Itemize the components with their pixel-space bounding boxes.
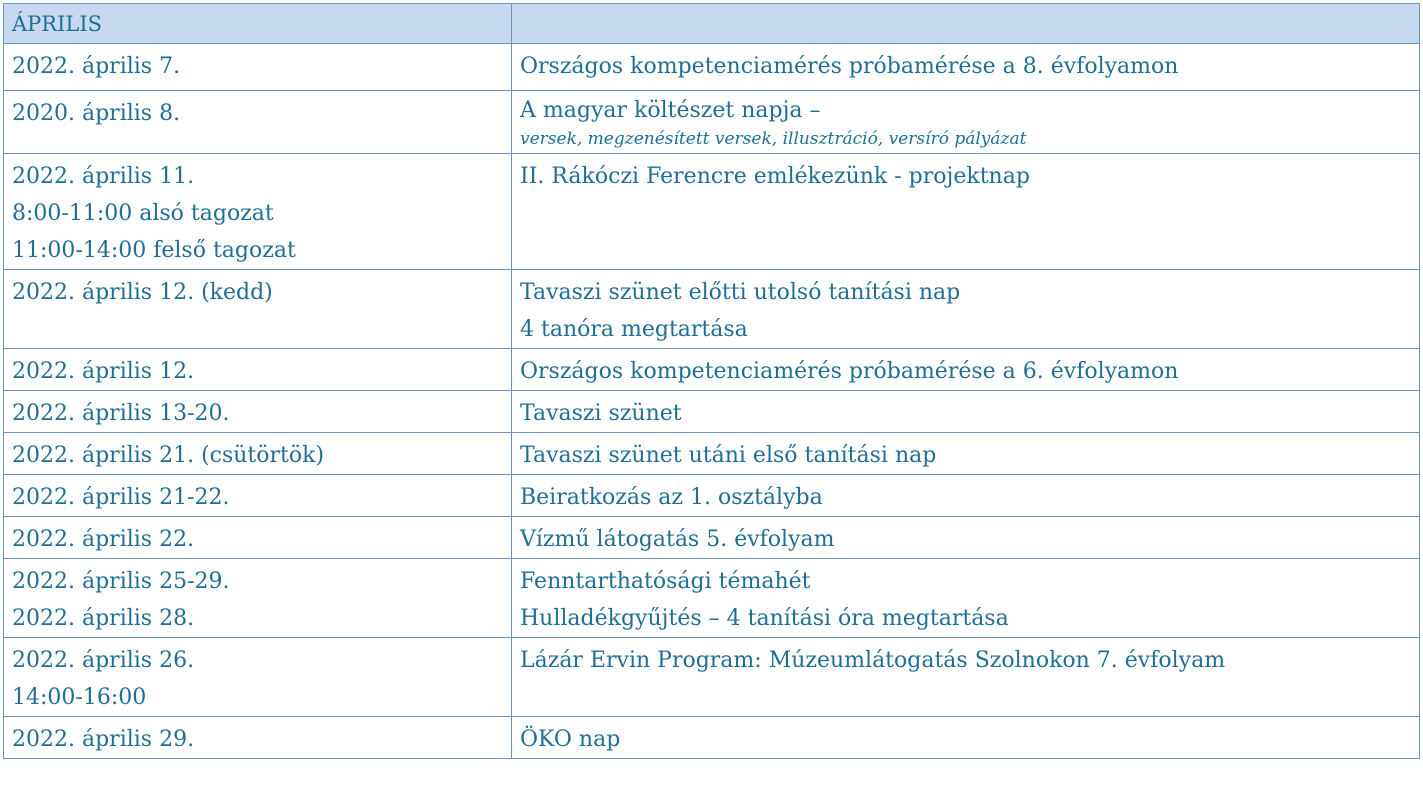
table-row bbox=[4, 559, 1420, 638]
event-line: Országos kompetenciamérés próbamérése a 6. évfolyamon bbox=[520, 359, 1179, 384]
event-line: Fenntarthatósági témahét bbox=[520, 569, 811, 594]
date-line: 8:00-11:00 alsó tagozat bbox=[12, 201, 274, 226]
date-cell bbox=[4, 44, 512, 91]
date-cell bbox=[4, 559, 512, 638]
event-cell bbox=[512, 475, 1420, 517]
event-cell bbox=[512, 559, 1420, 638]
table-row bbox=[4, 349, 1420, 391]
date-cell bbox=[4, 717, 512, 759]
table-row bbox=[4, 638, 1420, 717]
event-line: Vízmű látogatás 5. évfolyam bbox=[520, 527, 835, 552]
date-line: 2022. április 12. (kedd) bbox=[12, 280, 273, 305]
date-cell bbox=[4, 270, 512, 349]
date-line: 2022. április 28. bbox=[12, 606, 195, 631]
event-line: Országos kompetenciamérés próbamérése a 8. évfolyamon bbox=[520, 54, 1179, 79]
event-cell bbox=[512, 91, 1420, 154]
event-cell bbox=[512, 391, 1420, 433]
event-line: Beiratkozás az 1. osztályba bbox=[520, 485, 823, 510]
event-cell bbox=[512, 717, 1420, 759]
date-line: 2022. április 29. bbox=[12, 727, 195, 752]
date-line: 2022. április 22. bbox=[12, 527, 195, 552]
date-cell bbox=[4, 475, 512, 517]
header-row bbox=[4, 4, 1420, 44]
date-line: 2020. április 8. bbox=[12, 101, 181, 126]
date-line: 2022. április 25-29. bbox=[12, 569, 230, 594]
event-line: II. Rákóczi Ferencre emlékezünk - projektnap bbox=[520, 164, 1030, 189]
date-cell bbox=[4, 154, 512, 270]
date-line: 2022. április 21. (csütörtök) bbox=[12, 443, 325, 468]
date-line: 2022. április 12. bbox=[12, 359, 195, 384]
event-header bbox=[512, 4, 1420, 44]
date-cell bbox=[4, 517, 512, 559]
event-cell bbox=[512, 433, 1420, 475]
event-cell bbox=[512, 517, 1420, 559]
table-row bbox=[4, 391, 1420, 433]
date-line: 14:00-16:00 bbox=[12, 685, 147, 710]
event-line: Hulladékgyűjtés – 4 tanítási óra megtartása bbox=[520, 606, 1009, 631]
date-line: 2022. április 21-22. bbox=[12, 485, 230, 510]
date-line: 2022. április 13-20. bbox=[12, 401, 230, 426]
table-row bbox=[4, 717, 1420, 759]
date-cell bbox=[4, 391, 512, 433]
event-line: Tavaszi szünet utáni első tanítási nap bbox=[520, 443, 937, 468]
table-row bbox=[4, 433, 1420, 475]
month-header: ÁPRILIS bbox=[4, 4, 512, 44]
schedule-table bbox=[3, 3, 1420, 759]
date-line: 2022. április 26. bbox=[12, 648, 195, 673]
event-cell bbox=[512, 154, 1420, 270]
table-row bbox=[4, 270, 1420, 349]
event-subtitle: versek, megzenésített versek, illusztráció, versíró pályázat bbox=[520, 129, 1027, 149]
date-cell bbox=[4, 91, 512, 154]
event-cell bbox=[512, 638, 1420, 717]
event-cell bbox=[512, 349, 1420, 391]
date-line: 2022. április 11. bbox=[12, 164, 195, 189]
table-row bbox=[4, 517, 1420, 559]
date-cell bbox=[4, 433, 512, 475]
event-line: 4 tanóra megtartása bbox=[520, 317, 748, 342]
table-row bbox=[4, 154, 1420, 270]
event-line: Tavaszi szünet előtti utolsó tanítási nap bbox=[520, 280, 961, 305]
date-cell bbox=[4, 638, 512, 717]
event-line: Lázár Ervin Program: Múzeumlátogatás Szolnokon 7. évfolyam bbox=[520, 648, 1226, 673]
event-line: A magyar költészet napja – bbox=[520, 98, 821, 123]
date-line: 11:00-14:00 felső tagozat bbox=[12, 238, 296, 263]
table-row bbox=[4, 475, 1420, 517]
date-cell bbox=[4, 349, 512, 391]
event-cell bbox=[512, 44, 1420, 91]
event-line: ÖKO nap bbox=[520, 727, 621, 752]
date-line: 2022. április 7. bbox=[12, 54, 181, 79]
table-row bbox=[4, 91, 1420, 154]
event-line: Tavaszi szünet bbox=[520, 401, 682, 426]
event-cell bbox=[512, 270, 1420, 349]
table-row bbox=[4, 44, 1420, 91]
